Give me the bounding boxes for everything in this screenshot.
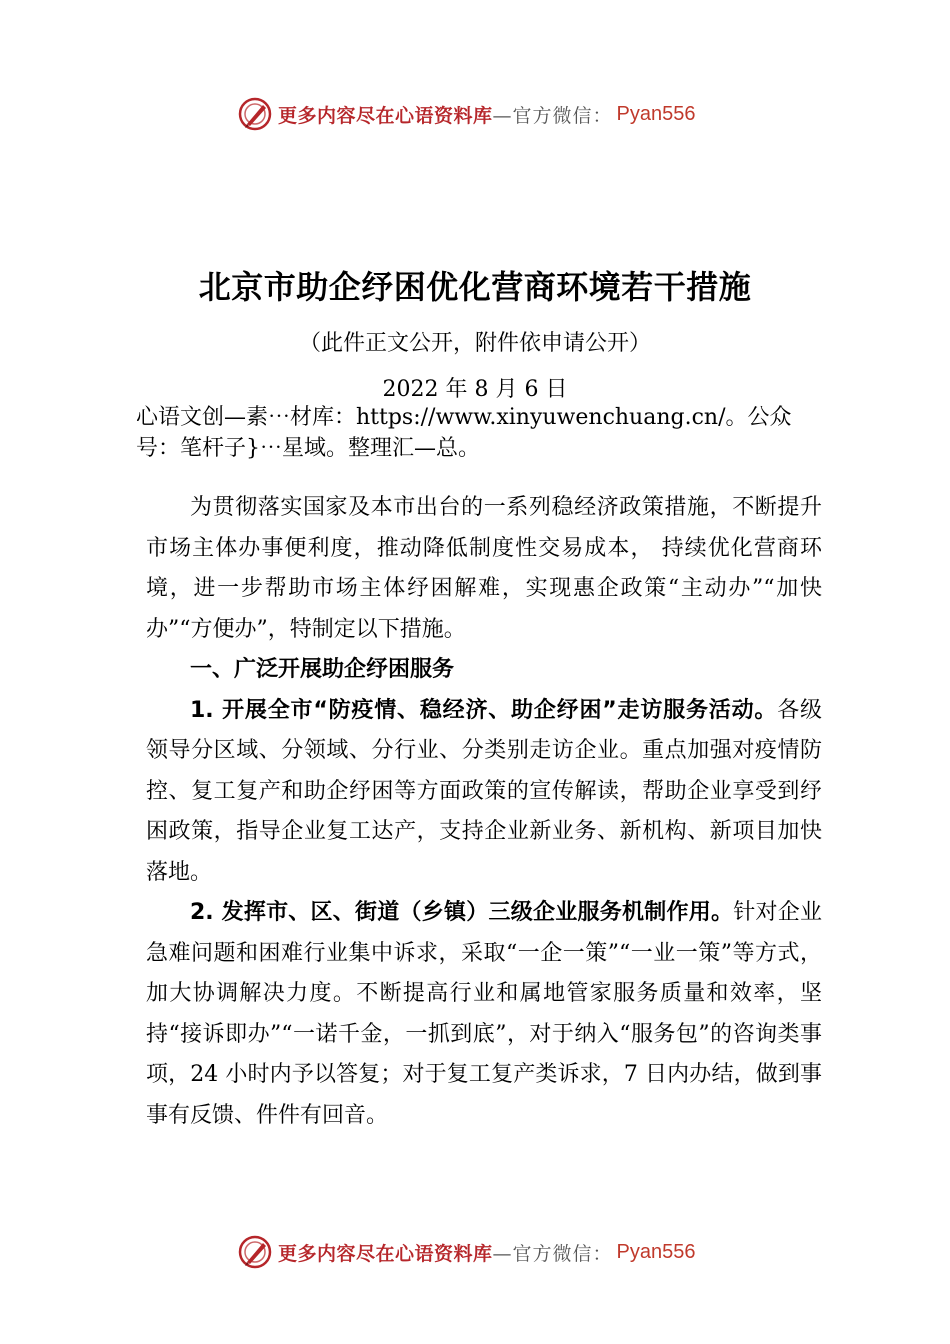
document-title: 北京市助企纾困优化营商环境若干措施 [198,268,752,306]
watermark-official: —官方微信： [492,1242,613,1265]
item-1-text: 各级领导分区域、分领域、分行业、分类别走访企业。重点加强对疫情防控、复工复产和助企纾困等方面政策的宣传解读，帮助企业享受到纾困政策，指导企业复工达产，支持企业新业务、新机构、新项目加快落地。 [146,697,822,885]
watermark-official: —官方微信： [492,104,613,127]
source-note: 心语文创—素⋯材库：https://www.xinyuwenchuang.cn/。公众号：笔杆子}⋯星域。整理汇—总。 [136,405,792,461]
item-1-paragraph [146,691,822,894]
document-subtitle: （此件正文公开，附件依申请公开） [298,331,651,356]
watermark-brand: 更多内容尽在心语资料库 [278,1242,493,1265]
footer-watermark [238,1232,798,1272]
item-1-lead: 1. 开展全市“防疫情、稳经济、助企纾困”走访服务活动。 [190,697,778,723]
pen-logo-icon [238,1235,272,1269]
item-2-lead: 2. 发挥市、区、街道（乡镇）三级企业服务机制作用。 [190,900,734,925]
item-2-text: 针对企业急难问题和困难行业集中诉求，采取“一企一策”“一业一策”等方式，加大协调解决力度。不断提高行业和属地管家服务质量和效率，坚持“接诉即办”“一诺千金，一抓到底”，对于纳入“服务包”的咨询类事项，24 小时内予以答复；对于复工复产类诉求，7 日内办结，做到事事有反馈、件件有回音。 [146,900,822,1128]
document-date: 2022 年 8 月 6 日 [382,377,568,402]
watermark-wechat-id: Pyan556 [616,1240,696,1263]
pen-logo-icon [238,97,272,131]
item-2-paragraph [146,893,822,1136]
header-watermark [238,94,798,134]
document-body [146,488,822,1136]
watermark-wechat-id: Pyan556 [616,102,696,125]
intro-paragraph: 为贯彻落实国家及本市出台的一系列稳经济政策措施，不断提升市场主体办事便利度，推动降低制度性交易成本， 持续优化营商环境，进一步帮助市场主体纾困解难，实现惠企政策“主动办”“加快办”“方便办”，特制定以下措施。 [146,495,822,642]
watermark-brand: 更多内容尽在心语资料库 [278,104,493,127]
section-heading: 一、广泛开展助企纾困服务 [190,657,455,682]
